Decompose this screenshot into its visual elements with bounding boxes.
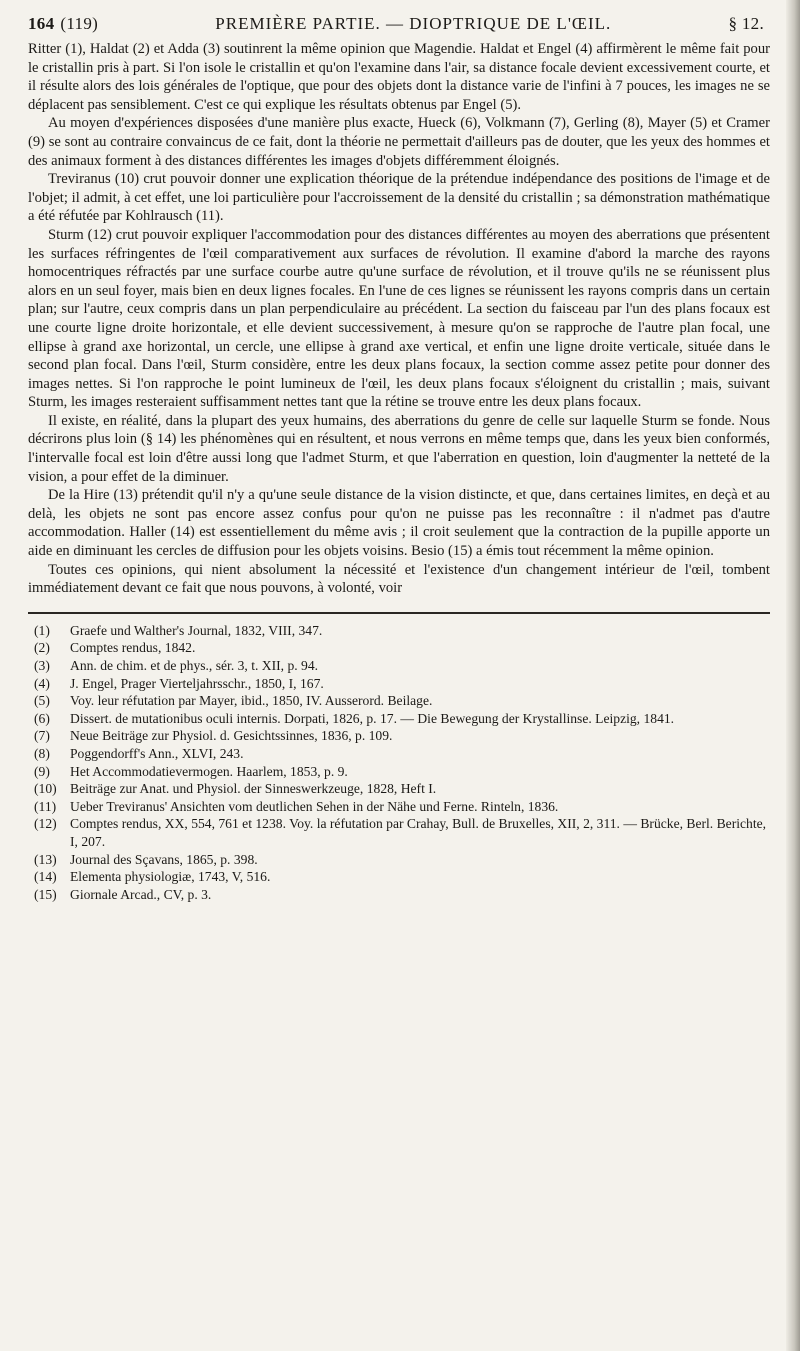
footnote xyxy=(34,675,770,693)
footnote-number: (15) xyxy=(34,886,57,902)
footnote-text: Ann. de chim. et de phys., sér. 3, t. XII, p. 94. xyxy=(70,658,319,673)
footnote xyxy=(34,727,770,745)
footnote-number: (9) xyxy=(34,763,50,779)
footnote-number: (4) xyxy=(34,675,50,691)
section-marker: § 12. xyxy=(728,14,764,33)
footnote-text: Comptes rendus, XX, 554, 761 et 1238. Voy. la réfutation par Crahay, Bull. de Bruxelles, XII, 2, 311. — Brücke, Berl. Berichte, I, 207. xyxy=(70,816,767,849)
original-page-number: (119) xyxy=(60,14,99,33)
paragraph: Toutes ces opinions, qui nient absolument la nécessité et l'existence d'un changement intérieur de l'œil, tombent immédiatement devant ce fait que nous pouvons, à volonté, voir xyxy=(28,561,770,597)
footnote-text: Voy. leur réfutation par Mayer, ibid., 1850, IV. Ausserord. Beilage. xyxy=(70,693,433,709)
paragraph: Ritter (1), Haldat (2) et Adda (3) soutinrent la même opinion que Magendie. Haldat et Engel (4) affirmèrent le même fait pour le cristallin pris à part. Si l'on isole le cristallin et qu'on l'examine dans l'air, sa distance focale devient excessivement courte, et il résulte alors des lois générales de l'optique, que pour des objets dont la distance varie de l'infini à 7 pouces, les images ne se déplacent pas sensiblement. C'est ce qui explique les résultats obtenus par Engel (5). xyxy=(28,41,770,113)
footnote-number: (14) xyxy=(34,869,57,885)
footnote-text: Ueber Treviranus' Ansichten vom deutlichen Sehen in der Nähe und Ferne. Rinteln, 1836. xyxy=(70,798,559,814)
footnote-number: (7) xyxy=(34,728,50,744)
footnote-number: (10) xyxy=(34,781,57,797)
footnote xyxy=(34,851,770,869)
footnote-number: (12) xyxy=(34,816,57,832)
footnotes xyxy=(28,622,770,904)
footnote-text: Neue Beiträge zur Physiol. d. Gesichtssinnes, 1836, p. 109. xyxy=(70,728,393,744)
footnote xyxy=(34,798,770,816)
footnote-number: (1) xyxy=(34,622,50,638)
footnote-text: Comptes rendus, 1842. xyxy=(70,640,196,656)
footnote-rule xyxy=(28,612,770,614)
running-title: PREMIÈRE PARTIE. — DIOPTRIQUE DE L'ŒIL. xyxy=(215,14,612,33)
page-number: 164 xyxy=(28,14,55,33)
paragraph: Treviranus (10) crut pouvoir donner une explication théorique de la prétendue indépendance des positions de l'image et de l'objet; il admit, à cet effet, une loi particulière pour l'accroissement de la densité du cristallin ; sa démonstration mathématique a été réfutée par Kohlrausch (11). xyxy=(28,171,770,225)
paragraph: Au moyen d'expériences disposées d'une manière plus exacte, Hueck (6), Volkmann (7), Gerling (8), Mayer (5) et Cramer (9) se sont au contraire convaincus de ce fait, dont la théorie ne permettait d'ailleurs pas de douter, que les yeux des hommes et des animaux forment à des distances différentes les images d'objets différemment éloignés. xyxy=(28,115,770,169)
footnote xyxy=(34,692,770,710)
footnote-number: (6) xyxy=(34,710,50,726)
footnote xyxy=(34,639,770,657)
footnote xyxy=(34,780,770,798)
footnote-text: Elementa physiologiæ, 1743, V, 516. xyxy=(70,869,271,885)
footnote-text: Poggendorff's Ann., XLVI, 243. xyxy=(70,745,244,761)
footnote xyxy=(34,763,770,781)
footnote xyxy=(34,622,770,640)
footnote xyxy=(34,745,770,763)
footnote xyxy=(34,868,770,886)
footnote-number: (13) xyxy=(34,851,57,867)
running-head xyxy=(28,14,770,34)
footnote xyxy=(34,815,770,850)
paragraph: De la Hire (13) prétendit qu'il n'y a qu'une seule distance de la vision distincte, et que, dans certaines limites, en deçà et au delà, les objets ne sont pas encore assez confus pour qu'on ne puisse pas les reconnaître : il n'admet pas d'autre accommodation. Haller (14) est essentiellement du même avis ; il croit seulement que la contraction de la pupille apporte un aide en diminuant les cercles de diffusion pour les objets voisins. Besio (15) a émis tout récemment la même opinion. xyxy=(28,487,770,560)
footnote-text: Journal des Sçavans, 1865, p. 398. xyxy=(70,851,258,867)
footnote xyxy=(34,886,770,904)
footnote-text: Graefe und Walther's Journal, 1832, VIII, 347. xyxy=(70,622,323,638)
footnote-number: (5) xyxy=(34,693,50,709)
footnote-number: (2) xyxy=(34,640,50,656)
paragraph: Sturm (12) crut pouvoir expliquer l'accommodation pour des distances différentes au moyen des aberrations que présentent les surfaces réfringentes de l'œil comparativement aux surfaces de révolution. Il examine d'abord la marche des rayons homocentriques réfractés par une surface courbe autre qu'une surface de révolution, et il trouve qu'ils ne se réunissent plus alors en un seul foyer, mais bien en deux lignes focales. En l'une de ces lignes se réunissent les rayons compris dans un certain plan; sur l'autre, ceux compris dans un plan perpendiculaire au précédent. La section du faisceau par l'un des plans focaux est une courte ligne droite horizontale, et elle devient successivement, à mesure qu'on se rapproche de l'autre plan focal, une ellipse à grand axe horizontal, un cercle, une ellipse à grand axe vertical, et enfin une ligne droite verticale, située dans le second plan focal. Dans l'œil, Sturm considère, entre les deux plans focaux, la section comme assez petite pour donner des images nettes. Si l'on rapproche le point lumineux de l'œil, les deux plans focaux s'éloignent du cristallin ; mais, suivant Sturm, les images resteraient suffisamment nettes tant que la rétine se trouve entre les deux plans focaux. xyxy=(28,226,770,411)
page-binding-edge xyxy=(786,0,800,1351)
footnote-text: Dissert. de mutationibus oculi internis. Dorpati, 1826, p. 17. — Die Bewegung der Krystallinse. Leipzig, 1841. xyxy=(70,710,675,726)
footnote xyxy=(34,710,770,728)
footnote-number: (3) xyxy=(34,658,50,673)
footnote-number: (11) xyxy=(34,798,57,814)
footnote-text: J. Engel, Prager Vierteljahrsschr., 1850, I, 167. xyxy=(70,675,324,691)
page-number-group xyxy=(28,14,98,34)
paragraph: Il existe, en réalité, dans la plupart des yeux humains, des aberrations du genre de celle sur laquelle Sturm se fonde. Nous décrirons plus loin (§ 14) les phénomènes qui en résultent, et nous verrons en même temps que, dans les yeux bien conformés, l'intervalle focal est loin d'être aussi long que l'admet Sturm, et que l'aberration en question, loin d'augmenter la netteté de la vision, a pour effet de la diminuer. xyxy=(28,412,770,485)
footnote xyxy=(34,657,770,675)
footnote-text: Giornale Arcad., CV, p. 3. xyxy=(70,886,212,902)
footnote-text: Het Accommodatievermogen. Haarlem, 1853, p. 9. xyxy=(70,763,348,779)
footnote-text: Beiträge zur Anat. und Physiol. der Sinneswerkzeuge, 1828, Heft I. xyxy=(70,781,437,797)
body-text xyxy=(28,40,770,598)
footnote-number: (8) xyxy=(34,745,50,761)
